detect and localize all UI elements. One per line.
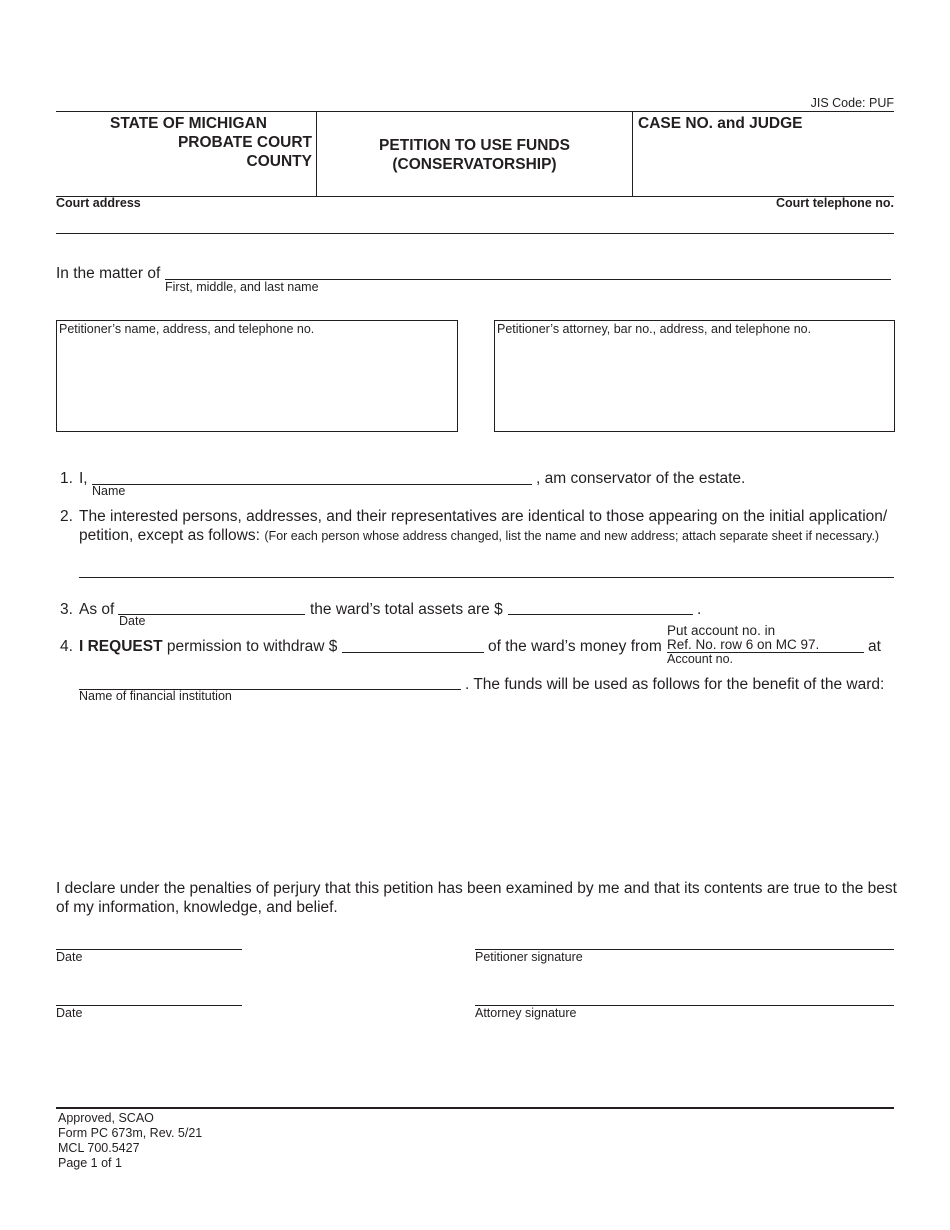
header-top-rule [56,111,894,112]
matter-label: In the matter of [56,265,161,282]
date2-label: Date [56,1006,83,1020]
item3-end: . [697,601,702,618]
assets-date-line[interactable] [118,614,305,615]
conservator-name-line[interactable] [92,484,532,485]
attorney-signature-label: Attorney signature [475,1006,577,1020]
item4-text1: permission to withdraw $ [166,638,338,655]
footer-page: Page 1 of 1 [58,1156,122,1170]
attorney-info-box[interactable] [494,320,895,432]
account-note: Put account no. in [667,623,776,638]
county-label: COUNTY [246,153,312,170]
account-number-value[interactable]: Ref. No. row 6 on MC 97. [667,637,820,652]
item1-number: 1. [60,470,73,487]
petitioner-info-box[interactable] [56,320,458,432]
header-bottom-rule [56,196,894,197]
jis-code: JIS Code: PUF [810,96,894,110]
item1-suffix: , am conservator of the estate. [536,470,746,487]
declaration-line2: of my information, knowledge, and belief. [56,899,338,916]
court-address-label: Court address [56,196,141,210]
case-number-label: CASE NO. and JUDGE [638,115,803,132]
state-name: STATE OF MICHIGAN [110,115,267,132]
date2-line[interactable] [56,1005,242,1006]
item4-text2: of the ward’s money from [488,638,662,655]
court-name: PROBATE COURT [177,134,312,151]
court-telephone-label: Court telephone no. [775,196,894,210]
exceptions-line[interactable] [79,577,894,578]
form-title-line1: PETITION TO USE FUNDS [379,137,570,154]
assets-date-caption: Date [119,614,146,628]
item4-text-a [79,638,337,656]
item2-number: 2. [60,508,73,525]
item2-line1: The interested persons, addresses, and their representatives are identical to those appearing on the initial application/ [79,508,888,525]
item3-prefix: As of [79,601,115,618]
item2-line2-text: petition, except as follows: [79,527,260,544]
petitioner-signature-label: Petitioner signature [475,950,583,964]
institution-name-caption: Name of financial institution [79,689,232,703]
item3-middle: the ward’s total assets are $ [310,601,503,618]
footer-form-number: Form PC 673m, Rev. 5/21 [58,1126,203,1140]
item2-line2 [79,527,879,545]
item4-number: 4. [60,638,73,655]
attorney-info-label: Petitioner’s attorney, bar no., address, and telephone no. [497,322,812,336]
account-number-caption: Account no. [667,652,734,666]
header-divider-right [632,111,633,196]
date1-line[interactable] [56,949,242,950]
withdraw-amount-line[interactable] [342,652,484,653]
item3-number: 3. [60,601,73,618]
item4-text3: . The funds will be used as follows for the benefit of the ward: [465,676,885,693]
petitioner-info-label: Petitioner’s name, address, and telephone no. [59,322,315,336]
form-title-line2: (CONSERVATORSHIP) [392,156,557,173]
footer-approved: Approved, SCAO [58,1111,154,1125]
date1-label: Date [56,950,83,964]
footer-mcl: MCL 700.5427 [58,1141,140,1155]
court-address-rule [56,233,894,234]
total-assets-line[interactable] [508,614,693,615]
item4-at: at [868,638,881,655]
footer-rule [56,1107,894,1109]
declaration-line1: I declare under the penalties of perjury that this petition has been examined by me and that its contents are true to the best [56,880,897,897]
item2-note: (For each person whose address changed, list the name and new address; attach separate sheet if necessary.) [264,529,880,543]
item4-request: I REQUEST [79,638,163,655]
item1-prefix: I, [79,470,88,487]
matter-name-caption: First, middle, and last name [165,280,319,294]
conservator-name-caption: Name [92,484,126,498]
